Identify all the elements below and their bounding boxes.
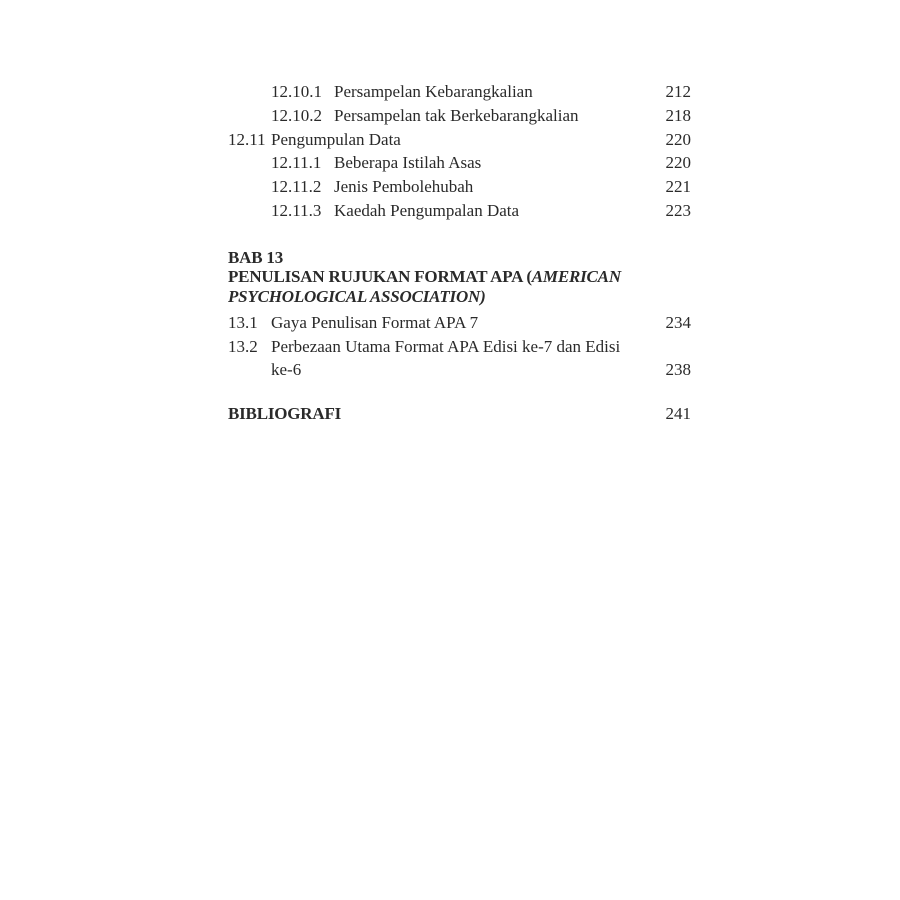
toc-section-number: 12.11 [228,130,266,149]
toc-section-title-cont: ke-6 [271,360,302,379]
toc-entry-page: 212 [665,82,691,101]
toc-section-page: 220 [665,130,691,149]
toc-entry-page: 218 [665,106,691,125]
toc-entry-page: 223 [665,201,691,220]
toc-section-page: 238 [665,360,691,379]
chapter-title-plain: PENULISAN RUJUKAN FORMAT APA ( [228,267,532,286]
toc-section-title: Gaya Penulisan Format APA 7 [271,313,479,332]
toc-entry-title: Beberapa Istilah Asas [334,153,482,172]
chapter-title-italic: AMERICAN [531,267,621,286]
toc-entry-page: 221 [665,177,691,196]
chapter-label: BAB 13 [228,248,284,267]
toc-section-title: Pengumpulan Data [271,130,401,149]
toc-entry-title: Jenis Pembolehubah [334,177,474,196]
toc-section-number: 13.1 [228,313,258,332]
toc-entry-title: Persampelan Kebarangkalian [334,82,533,101]
toc-section-title: Perbezaan Utama Format APA Edisi ke-7 dan Edisi [271,337,621,356]
toc-entry-number: 12.11.3 [271,201,322,220]
toc-entry-page: 220 [665,153,691,172]
chapter-title-italic-line2: PSYCHOLOGICAL ASSOCIATION) [228,287,486,306]
toc-entry-number: 12.10.2 [271,106,322,125]
toc-entry-number: 12.11.1 [271,153,322,172]
toc-section-number: 13.2 [228,337,258,356]
bibliography-label: BIBLIOGRAFI [228,404,342,423]
toc-entry-number: 12.11.2 [271,177,322,196]
toc-entry-title: Kaedah Pengumpalan Data [334,201,520,220]
chapter-title [228,267,621,287]
toc-entry-number: 12.10.1 [271,82,322,101]
toc-section-page: 234 [665,313,691,332]
bibliography-page: 241 [665,404,691,423]
chapter-title-line2 [228,287,486,307]
toc-entry-title: Persampelan tak Berkebarangkalian [334,106,579,125]
